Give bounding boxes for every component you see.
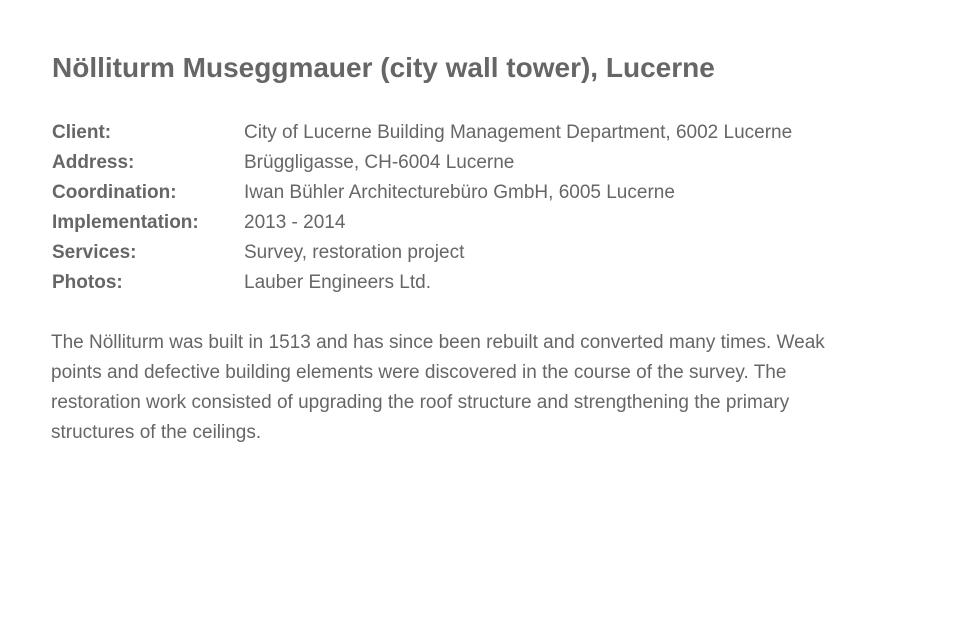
project-description: The Nölliturm was built in 1513 and has since been rebuilt and converted many times. Weak points and defective building elements were discovered in the course of the survey. The restoration work consisted of upgrading the roof structure and strengthening the primary structures of the ceilings. [51,332,825,443]
detail-label: Implementation: [52,212,199,233]
detail-row-services [52,238,912,268]
detail-label: Services: [52,242,137,263]
detail-value: Iwan Bühler Architecturebüro GmbH, 6005 Lucerne [244,182,675,203]
detail-value: Survey, restoration project [244,242,465,263]
detail-row-address [52,148,912,178]
detail-row-client [52,118,912,148]
detail-value: City of Lucerne Building Management Department, 6002 Lucerne [244,122,793,143]
detail-label: Client: [52,122,112,143]
detail-row-coordination [52,178,912,208]
page-title: Nölliturm Museggmauer (city wall tower), Lucerne [52,52,715,83]
detail-label: Address: [52,152,135,173]
detail-value: 2013 - 2014 [244,212,346,233]
detail-row-photos [52,268,912,298]
detail-value: Lauber Engineers Ltd. [244,272,431,293]
project-details [52,118,912,298]
detail-label: Photos: [52,272,123,293]
detail-value: Brüggligasse, CH-6004 Lucerne [244,152,515,173]
detail-row-implementation [52,208,912,238]
detail-label: Coordination: [52,182,177,203]
